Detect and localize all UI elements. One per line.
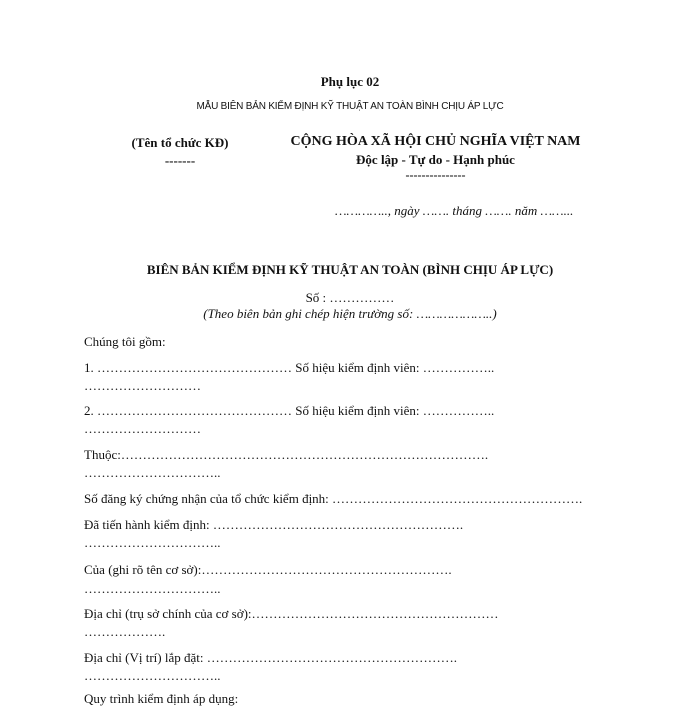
inspector-1-line: 1. ……………………………………… Số hiệu kiểm định viên: …………….. [84,360,495,375]
date-line: ………….., ngày ……. tháng ……. năm ……... [335,203,574,218]
registration-number-line: Số đăng ký chứng nhận của tổ chức kiểm định: …………………………………………………. [84,491,583,506]
organization-block [100,134,260,170]
nation-motto: Độc lập - Tự do - Hạnh phúc [356,152,515,167]
motto-divider: --------------- [405,168,466,182]
organization-name: (Tên tổ chức KĐ) [131,135,229,150]
national-heading [268,133,603,182]
headquarters-address-line: Địa chỉ (trụ sở chính của cơ sở):………………………………………………… [84,606,499,621]
document-title: BIÊN BẢN KIỂM ĐỊNH KỸ THUẬT AN TOÀN (BÌNH CHỊU ÁP LỰC) [146,262,554,277]
intro-text: Chúng tôi gồm: [84,334,166,349]
inspected-at-continuation: ………………………….. [84,535,221,550]
appendix-label: Phụ lục 02 [320,74,380,89]
belongs-to-continuation: ………………………….. [84,465,221,480]
inspected-at-line: Đã tiến hành kiểm định: …………………………………………………. [84,517,464,532]
headquarters-address-continuation: ………………. [84,624,166,639]
document-number: Số : …………… [305,290,395,305]
inspector-2-continuation: ……………………… [84,421,201,436]
belongs-to-line: Thuộc:…………………………………………………………………………. [84,447,489,462]
installation-address-continuation: ………………………….. [84,668,221,683]
organization-divider: ------- [164,153,196,168]
nation-title: CỘNG HÒA XÃ HỘI CHỦ NGHĨA VIỆT NAM [290,134,581,149]
procedure-line: Quy trình kiểm định áp dụng: [84,691,239,706]
inspector-1-continuation: ……………………… [84,378,201,393]
form-subtitle: MẪU BIÊN BẢN KIỂM ĐỊNH KỸ THUẬT AN TOÀN BÌNH CHỊU ÁP LỰC [196,101,504,112]
facility-name-continuation: ………………………….. [84,581,221,596]
installation-address-line: Địa chỉ (Vị trí) lắp đặt: …………………………………………………. [84,650,457,665]
field-record-note: (Theo biên bản ghi chép hiện trường số: ………………..) [203,306,497,321]
facility-name-line: Của (ghi rõ tên cơ sở):…………………………………………………. [84,562,452,577]
inspector-2-line: 2. ……………………………………… Số hiệu kiểm định viên: …………….. [84,403,495,418]
